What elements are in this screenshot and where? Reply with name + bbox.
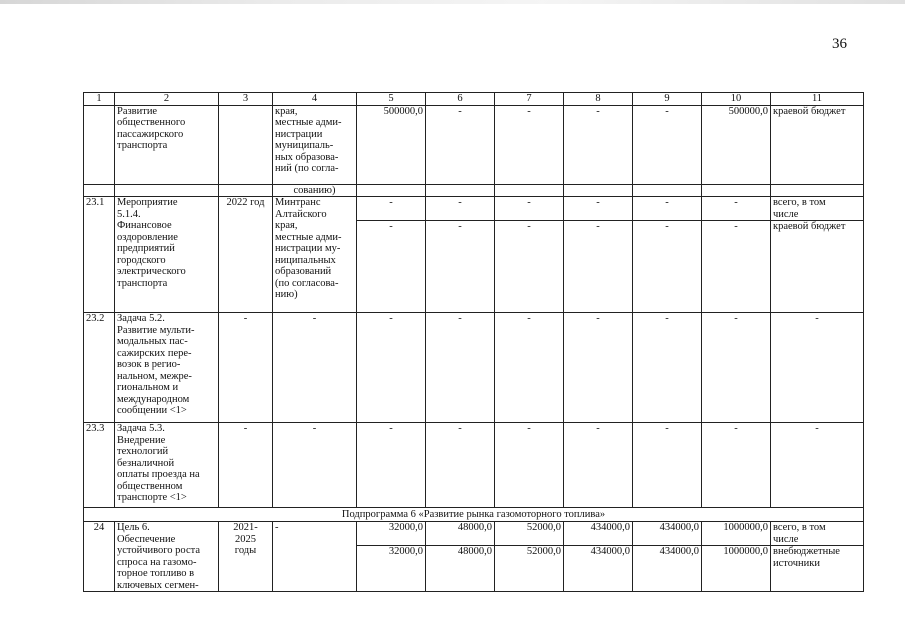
header-cell: 5 [357, 93, 426, 106]
value-cell: - [495, 313, 564, 423]
source-cell: всего, в том числе [771, 197, 864, 221]
table-header-row [84, 93, 864, 106]
subprogram-title: Подпрограмма 6 «Развитие рынка газомоторного топлива» [84, 508, 864, 522]
value-cell: 48000,0 [426, 522, 495, 546]
value-cell: 1000000,0 [702, 522, 771, 546]
header-cell: 4 [273, 93, 357, 106]
value-cell: - [633, 221, 702, 313]
year-cell: - [219, 313, 273, 423]
page-number: 36 [832, 36, 847, 52]
value-cell: 52000,0 [495, 522, 564, 546]
value-cell: 32000,0 [357, 522, 426, 546]
value-cell: - [426, 221, 495, 313]
measure-name: Мероприятие 5.1.4. Финансовое оздоровление предприятий городского электрического транспорта [115, 197, 219, 313]
value-cell: - [357, 423, 426, 508]
source-cell: краевой бюджет [771, 221, 864, 313]
value-cell: - [357, 313, 426, 423]
table-row [84, 522, 864, 546]
source-cell: всего, в том числе [771, 522, 864, 546]
executor-cell: Минтранс Алтайского края, местные адми- нистрации му- ниципальных образований (по согласова- нию) [273, 197, 357, 313]
executor-cell: сованию) [273, 184, 357, 197]
value-cell: - [564, 197, 633, 221]
table-row [84, 197, 864, 221]
value-cell: - [495, 197, 564, 221]
measure-name: Задача 5.2. Развитие мульти- модальных пас- сажирских пере- возок в регио- нальном, межре- гиональном и международном сообщении <1> [115, 313, 219, 423]
header-cell: 1 [84, 93, 115, 106]
value-cell: - [357, 221, 426, 313]
executor-cell: края, местные адми- нистрации муниципаль- ных образова- ний (по согла- [273, 105, 357, 184]
value-cell: - [495, 423, 564, 508]
value-cell: - [633, 313, 702, 423]
budget-table [83, 92, 864, 592]
executor-cell: - [273, 522, 357, 592]
value-cell: 434000,0 [564, 546, 633, 592]
value-cell: 48000,0 [426, 546, 495, 592]
table-row [84, 423, 864, 508]
source-cell: внебюджетные источники [771, 546, 864, 592]
value-cell: - [426, 105, 495, 184]
source-cell: - [771, 423, 864, 508]
row-number: 23.1 [84, 197, 115, 313]
value-cell: - [702, 221, 771, 313]
value-cell: - [495, 105, 564, 184]
executor-cell: - [273, 423, 357, 508]
header-cell: 7 [495, 93, 564, 106]
row-number: 23.2 [84, 313, 115, 423]
value-cell: 500000,0 [357, 105, 426, 184]
header-cell: 11 [771, 93, 864, 106]
value-cell: - [633, 197, 702, 221]
header-cell: 3 [219, 93, 273, 106]
header-cell: 9 [633, 93, 702, 106]
header-cell: 2 [115, 93, 219, 106]
scan-edge [0, 0, 905, 4]
header-cell: 8 [564, 93, 633, 106]
value-cell: - [426, 423, 495, 508]
value-cell: 32000,0 [357, 546, 426, 592]
row-number: 23.3 [84, 423, 115, 508]
value-cell: - [564, 313, 633, 423]
value-cell: - [564, 105, 633, 184]
source-cell: краевой бюджет [771, 105, 864, 184]
value-cell: - [564, 423, 633, 508]
table-row [84, 184, 864, 197]
value-cell: 434000,0 [633, 546, 702, 592]
value-cell: - [702, 423, 771, 508]
row-number [84, 105, 115, 184]
measure-name: Задача 5.3. Внедрение технологий безналичной оплаты проезда на общественном транспорте <1> [115, 423, 219, 508]
year-cell: 2021- 2025 годы [219, 522, 273, 592]
value-cell: 434000,0 [564, 522, 633, 546]
year-cell: - [219, 423, 273, 508]
value-cell: - [702, 313, 771, 423]
value-cell: 52000,0 [495, 546, 564, 592]
value-cell: - [633, 105, 702, 184]
source-cell: - [771, 313, 864, 423]
table-row [84, 313, 864, 423]
header-cell: 10 [702, 93, 771, 106]
value-cell: 1000000,0 [702, 546, 771, 592]
value-cell: - [633, 423, 702, 508]
subprogram-row [84, 508, 864, 522]
value-cell: - [495, 221, 564, 313]
row-number: 24 [84, 522, 115, 592]
value-cell: - [357, 197, 426, 221]
year-cell [219, 105, 273, 184]
value-cell: - [426, 197, 495, 221]
value-cell: 500000,0 [702, 105, 771, 184]
year-cell: 2022 год [219, 197, 273, 313]
header-cell: 6 [426, 93, 495, 106]
value-cell: - [426, 313, 495, 423]
table-row [84, 105, 864, 184]
measure-name: Цель 6. Обеспечение устойчивого роста спроса на газомо- торное топливо в ключевых сегмен- [115, 522, 219, 592]
value-cell: - [702, 197, 771, 221]
executor-cell: - [273, 313, 357, 423]
value-cell: - [564, 221, 633, 313]
measure-name: Развитие общественного пассажирского транспорта [115, 105, 219, 184]
value-cell: 434000,0 [633, 522, 702, 546]
